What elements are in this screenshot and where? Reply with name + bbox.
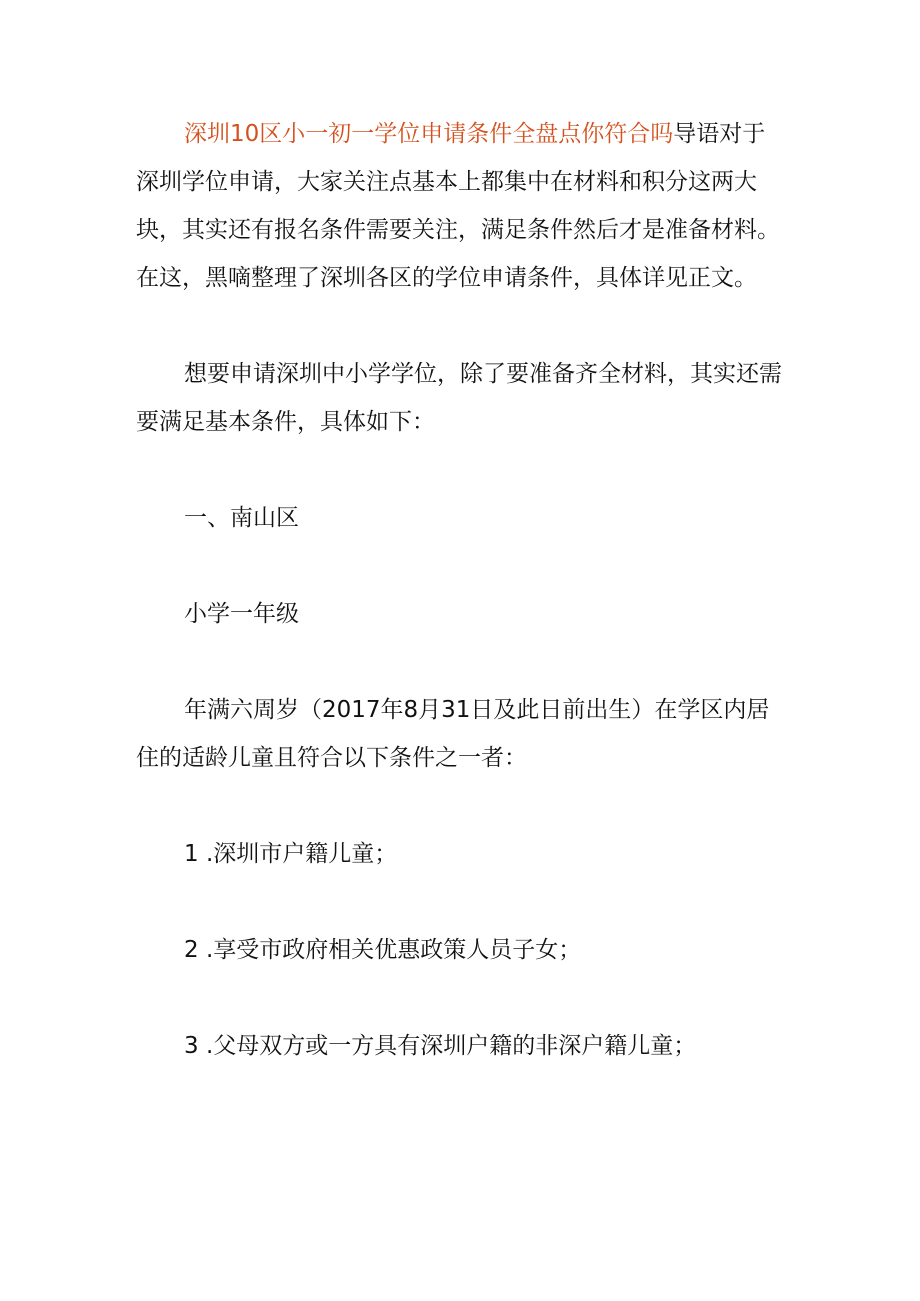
intro-text: 导语对于深圳学位申请，大家关注点基本上都集中在材料和积分这两大块，其实还有报名条件需要关注，满足条件然后才是准备材料。在这，黑嘀整理了深圳各区的学位申请条件，具体详见正文。 [136, 121, 780, 291]
requirements-paragraph: 想要申请深圳中小学学位，除了要准备齐全材料，其实还需要满足基本条件，具体如下： [136, 361, 782, 435]
subsection-heading: 小学一年级 [184, 601, 299, 627]
list-item: 2 .享受市政府相关优惠政策人员子女； [184, 937, 582, 963]
list-item: 3 .父母双方或一方具有深圳户籍的非深户籍儿童； [184, 1033, 697, 1059]
section-heading: 一、南山区 [184, 505, 299, 531]
article-title: 深圳10区小一初一学位申请条件全盘点你符合吗 [184, 121, 674, 147]
intro-paragraph [136, 110, 786, 302]
list-item: 1 .深圳市户籍儿童； [184, 841, 398, 867]
age-condition-paragraph: 年满六周岁（2017年8月31日及此日前出生）在学区内居住的适龄儿童且符合以下条件之一者： [136, 697, 770, 771]
